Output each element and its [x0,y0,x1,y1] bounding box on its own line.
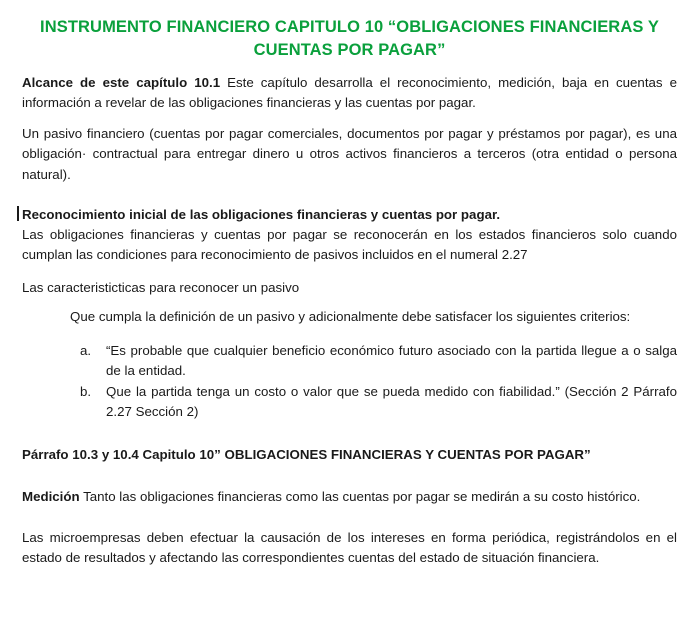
spacer [22,265,677,278]
spacer [22,298,677,307]
scope-paragraph [22,73,677,113]
measurement-label: Medición [22,489,80,505]
spacer [22,328,677,341]
paragraph-reference-heading: Párrafo 10.3 y 10.4 Capitulo 10” OBLIGACIONES FINANCIERAS Y CUENTAS POR PAGAR” [22,447,591,463]
characteristics-intro-paragraph: Las caracteristicticas para reconocer un pasivo [22,280,300,296]
list-item [80,382,677,422]
spacer [22,423,677,436]
criteria-intro-paragraph: Que cumpla la definición de un pasivo y adicionalmente debe satisfacer los siguientes criterios: [70,309,631,325]
spacer [22,519,677,528]
scope-label: Alcance de este capítulo 10.1 [22,74,221,90]
initial-recognition-heading-label: Reconocimiento inicial de las obligaciones financieras y cuentas por pagar. [22,206,501,222]
list-marker: a. [80,342,92,358]
measurement-paragraph [22,487,677,507]
spacer [22,478,677,487]
list-item-text: Que la partida tenga un costo o valor que se pueda medido con fiabilidad.” (Sección 2 Párrafo 2.27 Sección 2) [106,384,677,420]
criteria-list [80,341,677,423]
page-title: INSTRUMENTO FINANCIERO CAPITULO 10 “OBLIGACIONES FINANCIERAS Y CUENTAS POR PAGAR” [40,18,659,60]
spacer [22,196,677,205]
list-item-text: “Es probable que cualquier beneficio económico futuro asociado con la partida llegue a o salga de la entidad. [106,342,677,378]
spacer [22,436,677,445]
initial-recognition-paragraph: Las obligaciones financieras y cuentas por pagar se reconocerán en los estados financieros solo cuando cumplan las condiciones para reconocimiento de pasivos incluidos en el numeral 2.27 [22,226,677,262]
liability-definition-paragraph: Un pasivo financiero (cuentas por pagar comerciales, documentos por pagar y préstamos por pagar), es una obligación· contractual para entregar dinero u otros activos financieros a terceros (otra entidad o persona natural). [22,126,677,182]
list-marker: b. [80,384,92,400]
list-item [80,341,677,381]
microenterprises-paragraph: Las microempresas deben efectuar la causación de los intereses en forma periódica, registrándolos en el estado de resultados y afectando las correspondientes cuentas del estado de situación financiera. [22,529,677,565]
text-cursor [17,206,19,221]
measurement-text: Tanto las obligaciones financieras como las cuentas por pagar se medirán a su costo histórico. [79,489,641,505]
scope-text: Este capítulo desarrolla el reconocimiento, medición, baja en cuentas e información a revelar de las obligaciones financieras y las cuentas por pagar. [22,74,677,111]
spacer [22,465,677,478]
initial-recognition-heading [22,205,677,225]
